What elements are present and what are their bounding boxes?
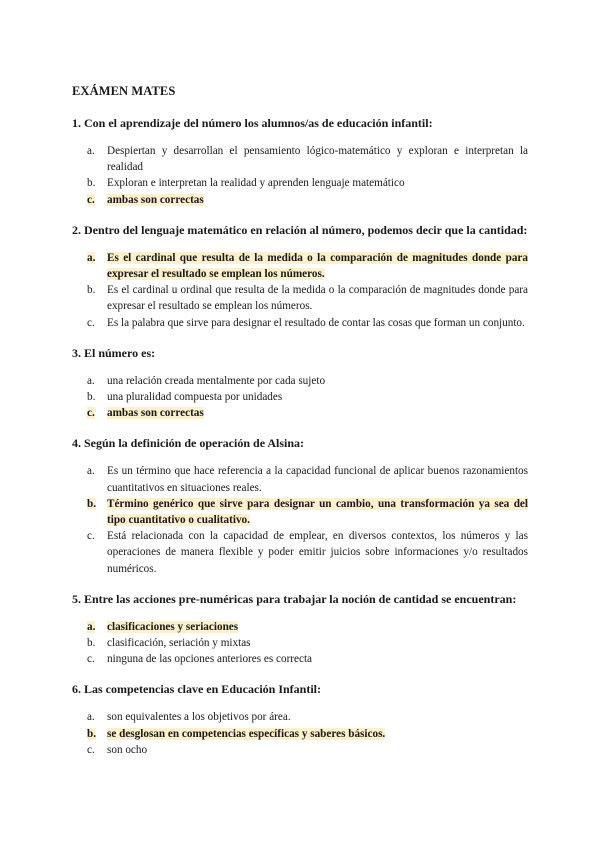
option-text: Es el cardinal u ordinal que resulta de la medida o la comparación de magnitudes donde para expresar el resultado se emplean los números. <box>107 284 528 313</box>
option-letter <box>72 405 107 421</box>
question-1 <box>72 115 528 208</box>
question-2 <box>72 222 528 331</box>
option <box>72 315 528 331</box>
option-letter-label: a. <box>87 711 95 724</box>
option-text-wrap <box>107 528 528 577</box>
option-list <box>72 143 528 208</box>
option-text: son ocho <box>107 743 148 756</box>
option-text: Es el cardinal que resulta de la medida o la comparación de magnitudes donde para expresar el resultado se emplean los números. <box>107 251 528 281</box>
option-letter-label: b. <box>87 637 96 650</box>
option-letter <box>72 389 107 405</box>
option-text-wrap <box>107 463 528 495</box>
question-4 <box>72 435 528 576</box>
option-letter-label: b. <box>87 727 97 740</box>
option-letter <box>72 709 107 725</box>
option <box>72 389 528 405</box>
option-letter-label: a. <box>87 374 95 387</box>
option-text: una pluralidad compuesta por unidades <box>107 391 283 404</box>
option-text: Exploran e interpretan la realidad y aprenden lenguaje matemático <box>107 177 405 190</box>
option-correct <box>72 619 528 635</box>
option-correct <box>72 192 528 208</box>
option-letter-label: c. <box>87 530 95 543</box>
option-text-wrap <box>107 709 528 725</box>
option <box>72 373 528 389</box>
option-list <box>72 250 528 331</box>
option-letter-label: a. <box>87 620 96 633</box>
option-correct <box>72 726 528 742</box>
option <box>72 742 528 758</box>
option-letter-label: b. <box>87 177 96 190</box>
option-letter-label: a. <box>87 251 96 264</box>
option-letter-label: b. <box>87 391 96 404</box>
option-text-wrap <box>107 143 528 175</box>
option-letter <box>72 635 107 651</box>
question-text: 1. Con el aprendizaje del número los alumnos/as de educación infantil: <box>72 116 433 130</box>
option-text: ambas son correctas <box>107 193 204 206</box>
option-text: son equivalentes a los objetivos por área. <box>107 711 291 724</box>
option-letter <box>72 619 107 635</box>
option-letter <box>72 282 107 314</box>
question-5 <box>72 591 528 668</box>
question-text: 2. Dentro del lenguaje matemático en relación al número, podemos decir que la cantidad: <box>72 222 528 237</box>
option-text-wrap <box>107 373 528 389</box>
option-text-wrap <box>107 250 528 282</box>
option-text: ambas son correctas <box>107 407 204 420</box>
option-text: Es la palabra que sirve para designar el resultado de contar las cosas que forman un conjunto. <box>107 316 525 329</box>
option-letter-label: b. <box>87 497 97 510</box>
option-text: clasificación, seriación y mixtas <box>107 637 251 650</box>
option-text: Término genérico que sirve para designar un cambio, una transformación ya sea del tipo cuantitativo o cualitativo. <box>107 497 528 527</box>
option-text: se desglosan en competencias específicas y saberes básicos. <box>107 727 386 740</box>
option-text-wrap <box>107 619 528 635</box>
question-list <box>72 115 528 758</box>
option-letter <box>72 726 107 742</box>
option-letter <box>72 463 107 495</box>
option-letter <box>72 373 107 389</box>
option <box>72 175 528 191</box>
option-text-wrap <box>107 389 528 405</box>
option-text: ninguna de las opciones anteriores es correcta <box>107 653 313 666</box>
question-text: 4. Según la definición de operación de Alsina: <box>72 436 305 451</box>
option-text-wrap <box>107 282 528 314</box>
option-text-wrap <box>107 175 528 191</box>
option <box>72 528 528 577</box>
option <box>72 143 528 175</box>
option-text-wrap <box>107 726 528 742</box>
option-text: clasificaciones y seriaciones <box>107 620 239 633</box>
document-title: EXÁMEN MATES <box>72 84 176 98</box>
option <box>72 282 528 314</box>
question-text: 5. Entre las acciones pre-numéricas para trabajar la noción de cantidad se encuentran: <box>72 591 517 606</box>
option-text-wrap <box>107 742 528 758</box>
option-letter-label: b. <box>87 284 96 297</box>
option-letter-label: a. <box>87 145 95 157</box>
option-letter <box>72 315 107 331</box>
option-text-wrap <box>107 192 528 208</box>
option <box>72 635 528 651</box>
option-correct <box>72 496 528 528</box>
option-text-wrap <box>107 651 528 667</box>
option-letter <box>72 651 107 667</box>
option-letter <box>72 192 107 208</box>
option-correct <box>72 250 528 282</box>
option-text: Es un término que hace referencia a la capacidad funcional de aplicar buenos razonamientos cuantitativos en situaciones reales. <box>107 465 528 494</box>
option-list <box>72 619 528 668</box>
question-6 <box>72 681 528 758</box>
option-list <box>72 373 528 422</box>
option-text-wrap <box>107 635 528 651</box>
option-letter-label: c. <box>87 407 95 420</box>
option-list <box>72 463 528 576</box>
option <box>72 651 528 667</box>
option-text-wrap <box>107 496 528 528</box>
question-text: 3. El número es: <box>72 345 156 360</box>
option-letter-label: a. <box>87 465 95 478</box>
option <box>72 463 528 495</box>
option <box>72 709 528 725</box>
question-3 <box>72 345 528 422</box>
option-text: Está relacionada con la capacidad de emplear, en diversos contextos, los números y las operaciones de manera flexible y poder emitir juicios sobre informaciones y/o resultados numéricos. <box>107 530 528 575</box>
option-letter <box>72 528 107 577</box>
option-list <box>72 709 528 758</box>
option-text-wrap <box>107 405 528 421</box>
option-letter <box>72 175 107 191</box>
option-text-wrap <box>107 315 528 331</box>
option-text: una relación creada mentalmente por cada sujeto <box>107 374 326 387</box>
option-letter-label: c. <box>87 653 95 666</box>
option-letter <box>72 496 107 528</box>
option-letter <box>72 143 107 175</box>
option-letter-label: c. <box>87 743 95 756</box>
option-letter <box>72 742 107 758</box>
option-text: Despiertan y desarrollan el pensamiento lógico-matemático y exploran e interpretan la realidad <box>107 145 528 174</box>
option-correct <box>72 405 528 421</box>
option-letter-label: c. <box>87 193 95 206</box>
option-letter-label: c. <box>87 316 95 329</box>
question-text: 6. Las competencias clave en Educación Infantil: <box>72 682 321 697</box>
option-letter <box>72 250 107 282</box>
